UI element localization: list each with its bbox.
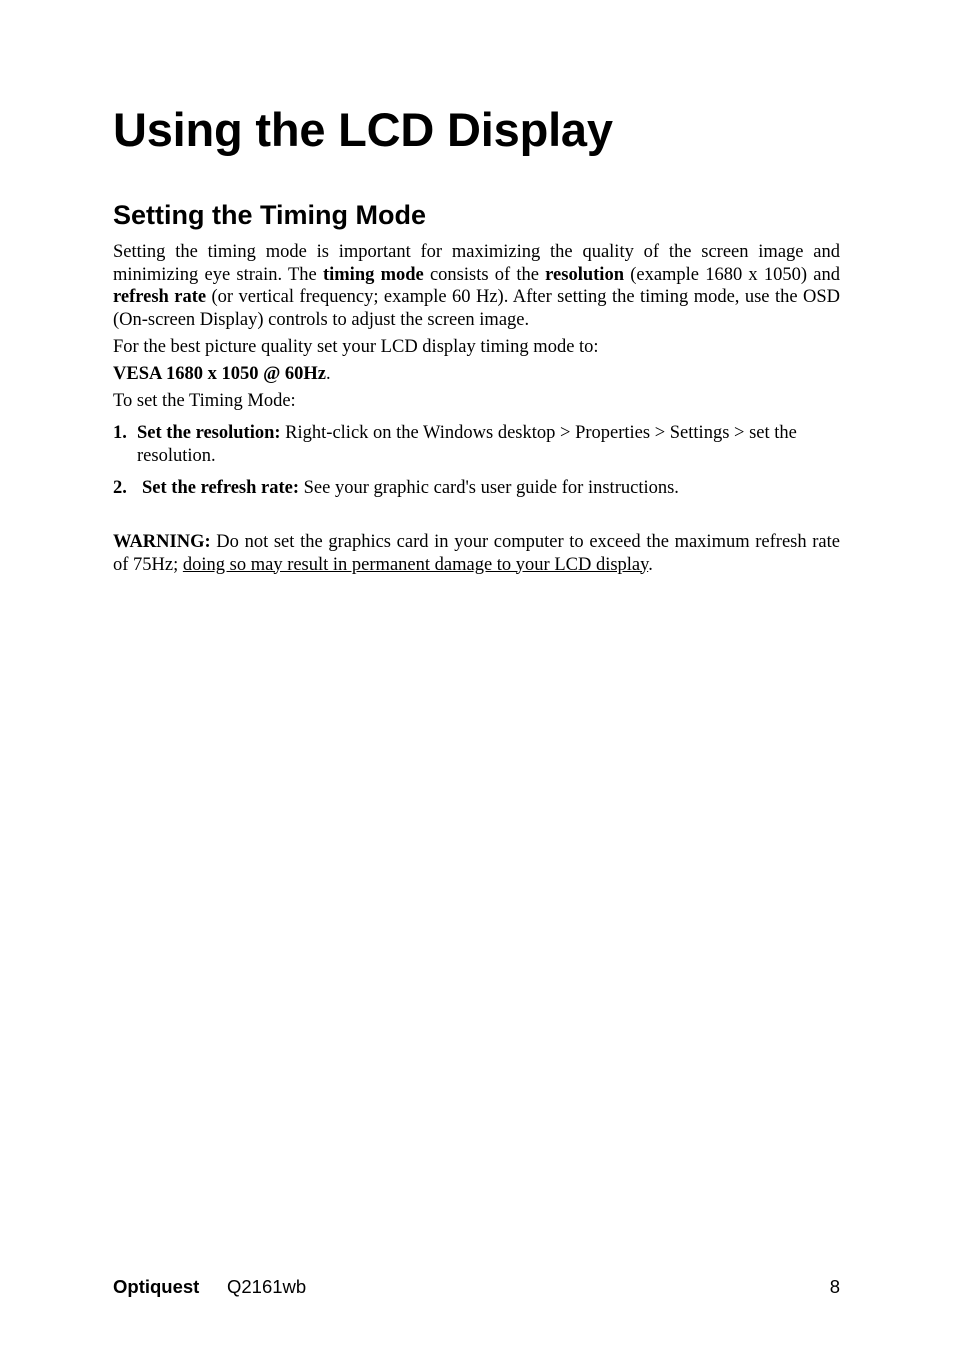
vesa-mode-line <box>113 363 840 386</box>
intro-text-4: (or vertical frequency; example 60 Hz). After setting the timing mode, use the OSD (On-screen Display) controls to adjust the screen image. <box>113 287 840 330</box>
step-text: See your graphic card's user guide for instructions. <box>299 478 679 498</box>
list-item-refresh-rate <box>113 477 840 500</box>
step-text: Right-click on the Windows desktop > Properties > Settings > set the resolution. <box>137 423 797 466</box>
vesa-mode: VESA 1680 x 1050 @ 60Hz <box>113 364 327 384</box>
warning-underlined-text: doing so may result in permanent damage to your LCD display <box>182 554 649 575</box>
list-item-resolution <box>113 422 840 467</box>
list-number: 1. <box>113 423 127 443</box>
vesa-period: . <box>326 364 331 384</box>
step-label: Set the refresh rate: <box>142 478 300 498</box>
footer-page-number: 8 <box>829 1276 840 1297</box>
intro-text-1: Setting the timing mode is important for maximizing the quality of the screen image and minimizing eye strain. The <box>113 242 840 285</box>
footer-brand: Optiquest <box>113 1276 200 1297</box>
intro-text-2: consists of the <box>423 264 546 285</box>
term-refresh-rate: refresh rate <box>113 287 207 307</box>
term-timing-mode: timing mode <box>322 264 424 285</box>
warning-paragraph <box>113 531 840 576</box>
section-heading: Setting the Timing Mode <box>113 200 426 230</box>
step-label: Set the resolution: <box>137 423 281 443</box>
warning-text: Do not set the graphics card in your computer to exceed the maximum refresh rate of 75Hz; <box>113 532 840 575</box>
list-number: 2. <box>113 478 127 498</box>
warning-end: . <box>648 554 653 575</box>
intro-paragraph <box>113 241 840 331</box>
best-quality-text: For the best picture quality set your LCD display timing mode to: <box>113 337 599 357</box>
list-content <box>113 477 840 500</box>
term-resolution: resolution <box>545 264 624 285</box>
set-mode-text: To set the Timing Mode: <box>113 391 296 411</box>
page-title: Using the LCD Display <box>113 103 613 156</box>
list-content <box>113 422 840 467</box>
footer-model: Q2161wb <box>227 1276 307 1297</box>
intro-text-3: (example 1680 x 1050) and <box>623 264 840 285</box>
warning-label: WARNING: <box>113 532 211 552</box>
